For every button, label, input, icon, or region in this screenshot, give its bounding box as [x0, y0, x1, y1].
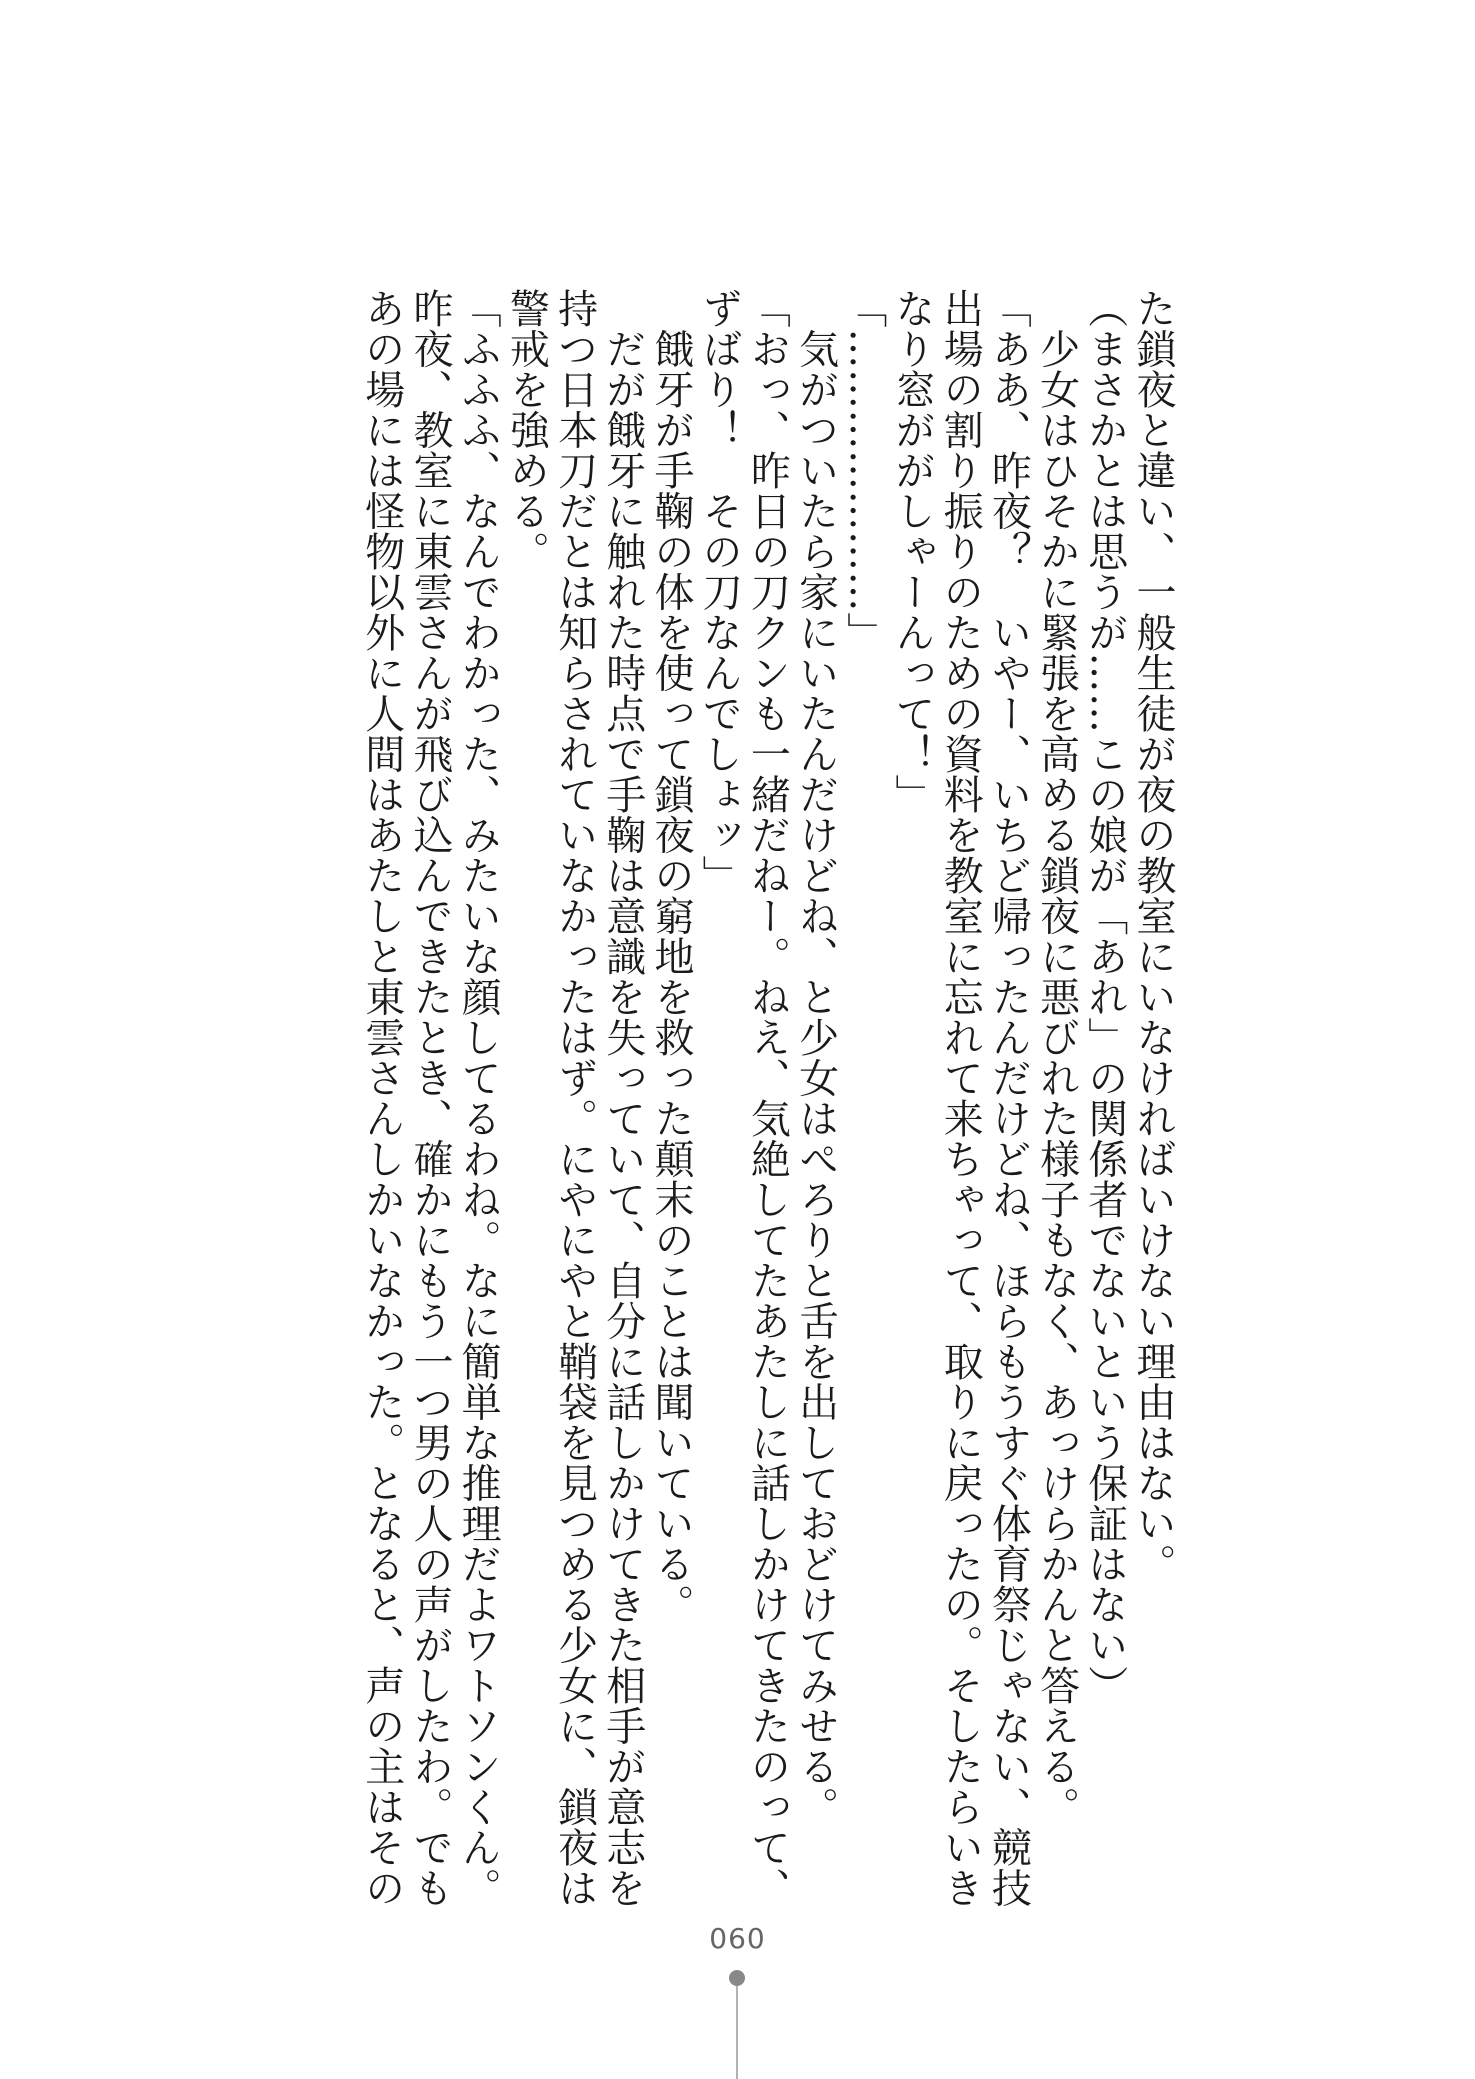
text-line: なり窓ががしゃーんって！」: [888, 288, 935, 815]
text-line: 「ふふふ、なんでわかった、みたいな顔してるわね。なに簡単な推理だよワトソンくん。: [455, 288, 502, 1908]
text-line: だが餓牙に触れた時点で手鞠は意識を失っていて、自分に話しかけてきた相手が意志を: [599, 288, 646, 1908]
text-line: 餓牙が手鞠の体を使って鎖夜の窮地を救った顛末のことは聞いている。: [647, 288, 694, 1625]
page-number: 060: [709, 1922, 766, 1955]
page-marker-icon: [727, 1968, 747, 2079]
text-line: た鎖夜と違い、一般生徒が夜の教室にいなければいけない理由はない。: [1130, 288, 1176, 1584]
text-line: 持つ日本刀だとは知らされていなかったはず。にやにやと鞘袋を見つめる少女に、鎖夜は: [551, 288, 598, 1908]
text-line: 警戒を強める。: [503, 288, 550, 572]
text-line: ずばり！ その刀なんでしょッ」: [696, 288, 743, 896]
text-line: 出場の割り振りのための資料を教室に忘れて来ちゃって、取りに戻ったの。そしたらいき: [937, 288, 984, 1908]
text-line: 少女はひそかに緊張を高める鎖夜に悪びれた様子もなく、あっけらかんと答える。: [1033, 288, 1080, 1827]
text-line: 「おっ、昨日の刀クンも一緒だねー。ねえ、気絶してたあたしに話しかけてきたのって、: [744, 288, 791, 1908]
text-line: 昨夜、教室に東雲さんが飛び込んできたとき、確かにもう一つ男の人の声がしたわ。でも: [406, 288, 453, 1908]
text-line: （まさかとは思うが……この娘が「あれ」の関係者でないという保証はない）: [1081, 288, 1128, 1706]
vertical-text-block: [358, 288, 1177, 1908]
text-line: 「…………………」: [840, 288, 887, 653]
text-line: 気がついたら家にいたんだけどね、と少女はぺろりと舌を出しておどけてみせる。: [792, 288, 839, 1827]
text-line: あの場には怪物以外に人間はあたしと東雲さんしかいなかった。となると、声の主はその: [358, 288, 405, 1908]
text-line: 「ああ、昨夜？ いやー、いちど帰ったんだけどね、ほらもうすぐ体育祭じゃない、競技: [985, 288, 1032, 1908]
